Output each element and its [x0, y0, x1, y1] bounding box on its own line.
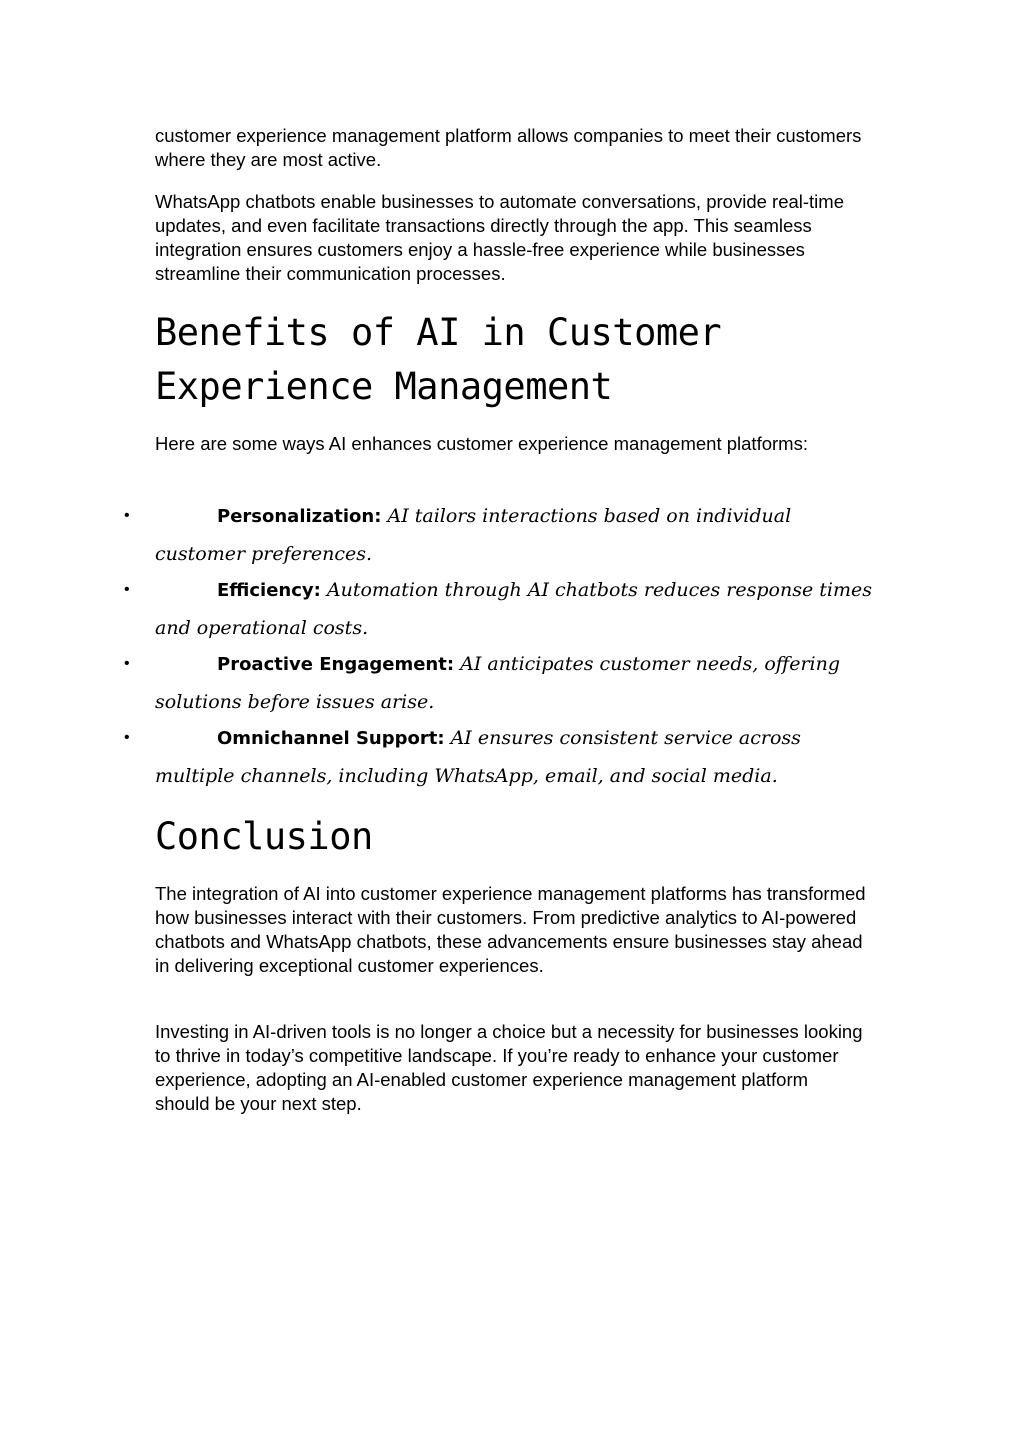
conclusion-paragraph-1: The integration of AI into customer experience management platforms has transformed how businesses interact with their customers. From predictive analytics to AI-powered chatbots and WhatsApp chatbots, these advancements ensure businesses stay ahead in delivering exceptional customer experiences.	[155, 883, 866, 976]
bullet-icon: •	[124, 507, 130, 524]
bullet-icon: •	[124, 655, 130, 672]
list-item-personalization	[0, 498, 1023, 572]
list-item-proactive-engagement	[0, 646, 1023, 720]
benefits-list	[0, 498, 1023, 794]
list-item-term: Efficiency:	[217, 580, 321, 601]
list-item-text: AI anticipates customer needs, offering solutions before issues arise.	[155, 653, 841, 713]
intro-paragraph-2: WhatsApp chatbots enable businesses to automate conversations, provide real-time updates, and even facilitate transactions directly through the app. This seamless integration ensures customers enjoy a hassle-free experience while businesses streamline their communication processes.	[155, 191, 844, 284]
benefits-lead-paragraph: Here are some ways AI enhances customer experience management platforms:	[155, 433, 808, 454]
conclusion-heading: Conclusion	[155, 815, 373, 858]
list-item-text: AI tailors interactions based on individual customer preferences.	[155, 505, 792, 565]
benefits-heading: Benefits of AI in Customer Experience Management	[155, 311, 722, 408]
bullet-icon: •	[124, 729, 130, 746]
list-item-omnichannel-support	[0, 720, 1023, 794]
list-item-term: Omnichannel Support:	[217, 728, 445, 749]
list-item-term: Proactive Engagement:	[217, 654, 455, 675]
list-item-efficiency	[0, 572, 1023, 646]
list-item-term: Personalization:	[217, 506, 382, 527]
intro-paragraph-1: customer experience management platform allows companies to meet their customers where they are most active.	[155, 125, 862, 170]
bullet-icon: •	[124, 581, 130, 598]
conclusion-paragraph-2: Investing in AI-driven tools is no longer a choice but a necessity for businesses looking to thrive in today’s competitive landscape. If you’re ready to enhance your customer experience, adopting an AI-enabled customer experience management platform should be your next step.	[155, 1021, 863, 1114]
list-item-text: AI ensures consistent service across multiple channels, including WhatsApp, email, and social media.	[155, 727, 801, 787]
list-item-text: Automation through AI chatbots reduces response times and operational costs.	[155, 579, 872, 639]
